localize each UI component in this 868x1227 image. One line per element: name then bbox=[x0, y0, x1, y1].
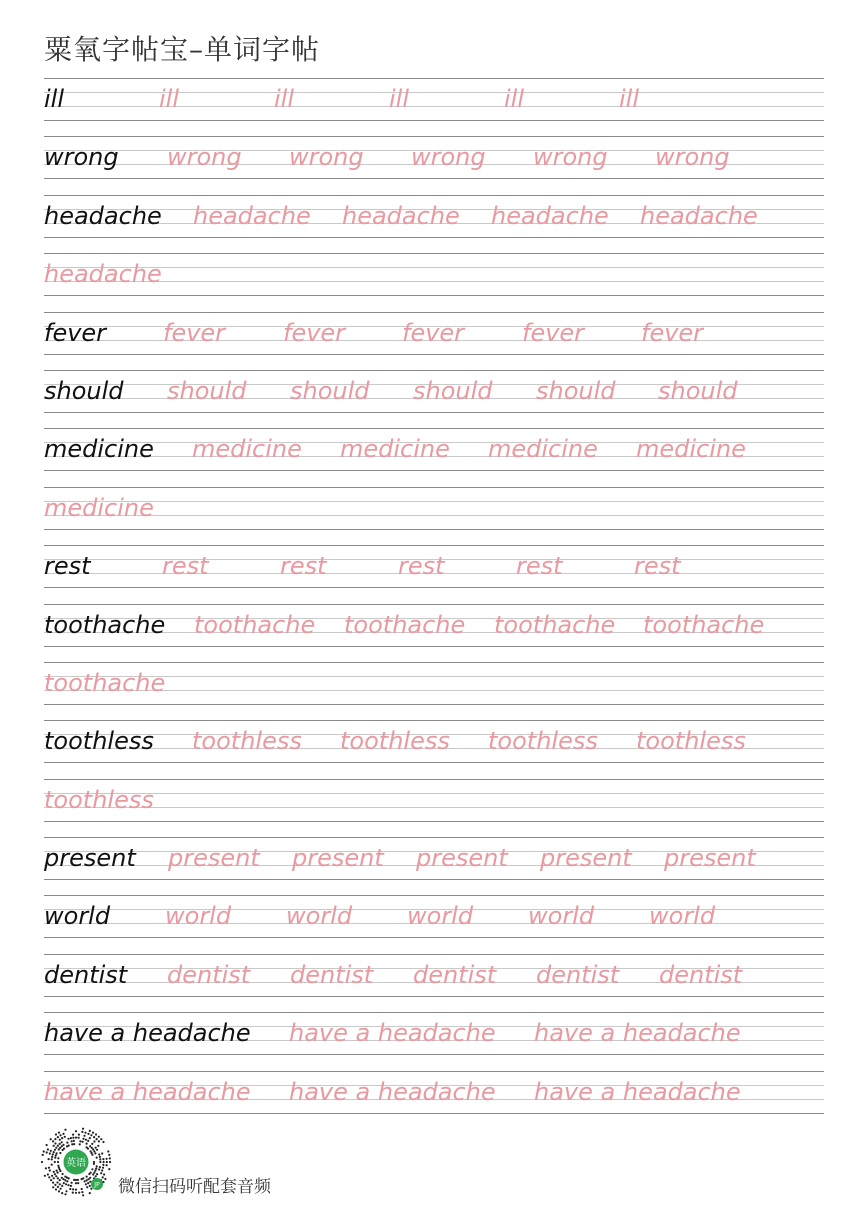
trace-word: should bbox=[658, 376, 738, 405]
model-word: dentist bbox=[44, 960, 128, 989]
model-word: rest bbox=[44, 552, 91, 581]
trace-word: toothless bbox=[636, 727, 746, 756]
model-word: have a headache bbox=[44, 1019, 251, 1048]
trace-word: present bbox=[416, 844, 508, 873]
trace-word: present bbox=[168, 844, 260, 873]
trace-word: wrong bbox=[411, 143, 486, 172]
practice-row bbox=[44, 1010, 824, 1068]
trace-word: fever bbox=[163, 318, 226, 347]
trace-word: fever bbox=[522, 318, 585, 347]
guide-line bbox=[44, 253, 824, 254]
practice-row bbox=[44, 134, 824, 192]
trace-word: headache bbox=[193, 201, 311, 230]
guide-line bbox=[44, 1071, 824, 1072]
trace-word: dentist bbox=[659, 960, 743, 989]
trace-word: medicine bbox=[488, 435, 598, 464]
qr-badge-label: 英语 bbox=[66, 1158, 86, 1169]
trace-word: headache bbox=[640, 201, 758, 230]
trace-word: ill bbox=[274, 85, 295, 113]
trace-word: have a headache bbox=[44, 1077, 251, 1106]
trace-word: have a headache bbox=[289, 1019, 496, 1048]
trace-word: world bbox=[286, 902, 353, 931]
practice-row bbox=[44, 660, 824, 718]
guide-line bbox=[44, 354, 824, 355]
trace-word: medicine bbox=[340, 435, 450, 464]
trace-word: toothache bbox=[344, 610, 466, 639]
trace-word: toothache bbox=[494, 610, 616, 639]
trace-word: wrong bbox=[655, 143, 730, 172]
practice-row bbox=[44, 251, 824, 309]
practice-row bbox=[44, 426, 824, 484]
trace-word: toothless bbox=[488, 727, 598, 756]
guide-line bbox=[44, 954, 824, 955]
trace-word: present bbox=[540, 844, 632, 873]
trace-word: ill bbox=[159, 85, 180, 113]
guide-line bbox=[44, 501, 824, 502]
model-word: wrong bbox=[44, 143, 119, 172]
trace-word: toothless bbox=[340, 727, 450, 756]
trace-word: fever bbox=[641, 318, 704, 347]
guide-line bbox=[44, 428, 824, 429]
trace-word: medicine bbox=[636, 435, 746, 464]
footer bbox=[40, 1126, 440, 1206]
guide-line bbox=[44, 529, 824, 530]
qr-code-icon[interactable] bbox=[40, 1126, 112, 1198]
guide-line bbox=[44, 837, 824, 838]
trace-word: toothache bbox=[643, 610, 765, 639]
trace-word: world bbox=[649, 902, 716, 931]
trace-word: rest bbox=[280, 552, 327, 581]
guide-line bbox=[44, 78, 824, 79]
guide-line bbox=[44, 895, 824, 896]
practice-row bbox=[44, 543, 824, 601]
guide-line bbox=[44, 120, 824, 121]
guide-line bbox=[44, 312, 824, 313]
guide-line bbox=[44, 515, 824, 516]
guide-line bbox=[44, 646, 824, 647]
guide-line bbox=[44, 1113, 824, 1114]
model-word: toothless bbox=[44, 727, 154, 756]
trace-word: should bbox=[536, 376, 616, 405]
trace-word: toothless bbox=[192, 727, 302, 756]
trace-word: rest bbox=[516, 552, 563, 581]
practice-row bbox=[44, 193, 824, 251]
practice-sheet bbox=[44, 76, 824, 1127]
qr-sub-label: JP bbox=[94, 1181, 100, 1189]
practice-row bbox=[44, 1069, 824, 1127]
model-word: present bbox=[44, 844, 136, 873]
trace-word: medicine bbox=[192, 435, 302, 464]
guide-line bbox=[44, 487, 824, 488]
footer-scan-text: 微信扫码听配套音频 bbox=[118, 1177, 271, 1197]
trace-word: have a headache bbox=[289, 1077, 496, 1106]
guide-line bbox=[44, 237, 824, 238]
model-word: ill bbox=[44, 85, 65, 113]
guide-line bbox=[44, 821, 824, 822]
trace-word: toothache bbox=[194, 610, 316, 639]
trace-word: fever bbox=[402, 318, 465, 347]
guide-line bbox=[44, 545, 824, 546]
trace-word: have a headache bbox=[534, 1019, 741, 1048]
trace-word: dentist bbox=[290, 960, 374, 989]
practice-row bbox=[44, 76, 824, 134]
trace-word: should bbox=[290, 376, 370, 405]
trace-word: world bbox=[407, 902, 474, 931]
trace-word: dentist bbox=[413, 960, 497, 989]
practice-row bbox=[44, 893, 824, 951]
guide-line bbox=[44, 587, 824, 588]
guide-line bbox=[44, 720, 824, 721]
practice-row bbox=[44, 835, 824, 893]
trace-word: present bbox=[664, 844, 756, 873]
guide-line bbox=[44, 807, 824, 808]
trace-word: should bbox=[167, 376, 247, 405]
trace-word: fever bbox=[283, 318, 346, 347]
model-word: toothache bbox=[44, 610, 166, 639]
practice-row bbox=[44, 602, 824, 660]
guide-line bbox=[44, 412, 824, 413]
trace-word: present bbox=[292, 844, 384, 873]
guide-line bbox=[44, 879, 824, 880]
guide-line bbox=[44, 295, 824, 296]
guide-line bbox=[44, 793, 824, 794]
practice-row bbox=[44, 310, 824, 368]
trace-word: wrong bbox=[533, 143, 608, 172]
trace-word: toothache bbox=[44, 668, 166, 697]
guide-line bbox=[44, 779, 824, 780]
guide-line bbox=[44, 178, 824, 179]
model-word: headache bbox=[44, 201, 162, 230]
trace-word: medicine bbox=[44, 493, 154, 522]
trace-word: world bbox=[528, 902, 595, 931]
practice-row bbox=[44, 485, 824, 543]
trace-word: toothless bbox=[44, 785, 154, 814]
trace-word: ill bbox=[504, 85, 525, 113]
trace-word: dentist bbox=[536, 960, 620, 989]
trace-word: have a headache bbox=[534, 1077, 741, 1106]
trace-word: rest bbox=[162, 552, 209, 581]
trace-word: wrong bbox=[289, 143, 364, 172]
guide-line bbox=[44, 604, 824, 605]
trace-word: dentist bbox=[167, 960, 251, 989]
guide-line bbox=[44, 1012, 824, 1013]
guide-line bbox=[44, 1054, 824, 1055]
trace-word: should bbox=[413, 376, 493, 405]
practice-row bbox=[44, 777, 824, 835]
trace-word: wrong bbox=[167, 143, 242, 172]
practice-row bbox=[44, 718, 824, 776]
guide-line bbox=[44, 704, 824, 705]
practice-row bbox=[44, 368, 824, 426]
trace-word: world bbox=[165, 902, 232, 931]
trace-word: ill bbox=[619, 85, 640, 113]
model-word: should bbox=[44, 376, 124, 405]
guide-line bbox=[44, 370, 824, 371]
model-word: world bbox=[44, 902, 111, 931]
guide-line bbox=[44, 470, 824, 471]
trace-word: headache bbox=[44, 260, 162, 289]
guide-line bbox=[44, 195, 824, 196]
trace-word: ill bbox=[389, 85, 410, 113]
model-word: fever bbox=[44, 318, 107, 347]
page-title: 粟氧字帖宝–单词字帖 bbox=[44, 33, 321, 66]
practice-row bbox=[44, 952, 824, 1010]
trace-word: headache bbox=[491, 201, 609, 230]
trace-word: rest bbox=[398, 552, 445, 581]
trace-word: headache bbox=[342, 201, 460, 230]
guide-line bbox=[44, 762, 824, 763]
guide-line bbox=[44, 136, 824, 137]
model-word: medicine bbox=[44, 435, 154, 464]
trace-word: rest bbox=[634, 552, 681, 581]
guide-line bbox=[44, 996, 824, 997]
guide-line bbox=[44, 937, 824, 938]
guide-line bbox=[44, 662, 824, 663]
